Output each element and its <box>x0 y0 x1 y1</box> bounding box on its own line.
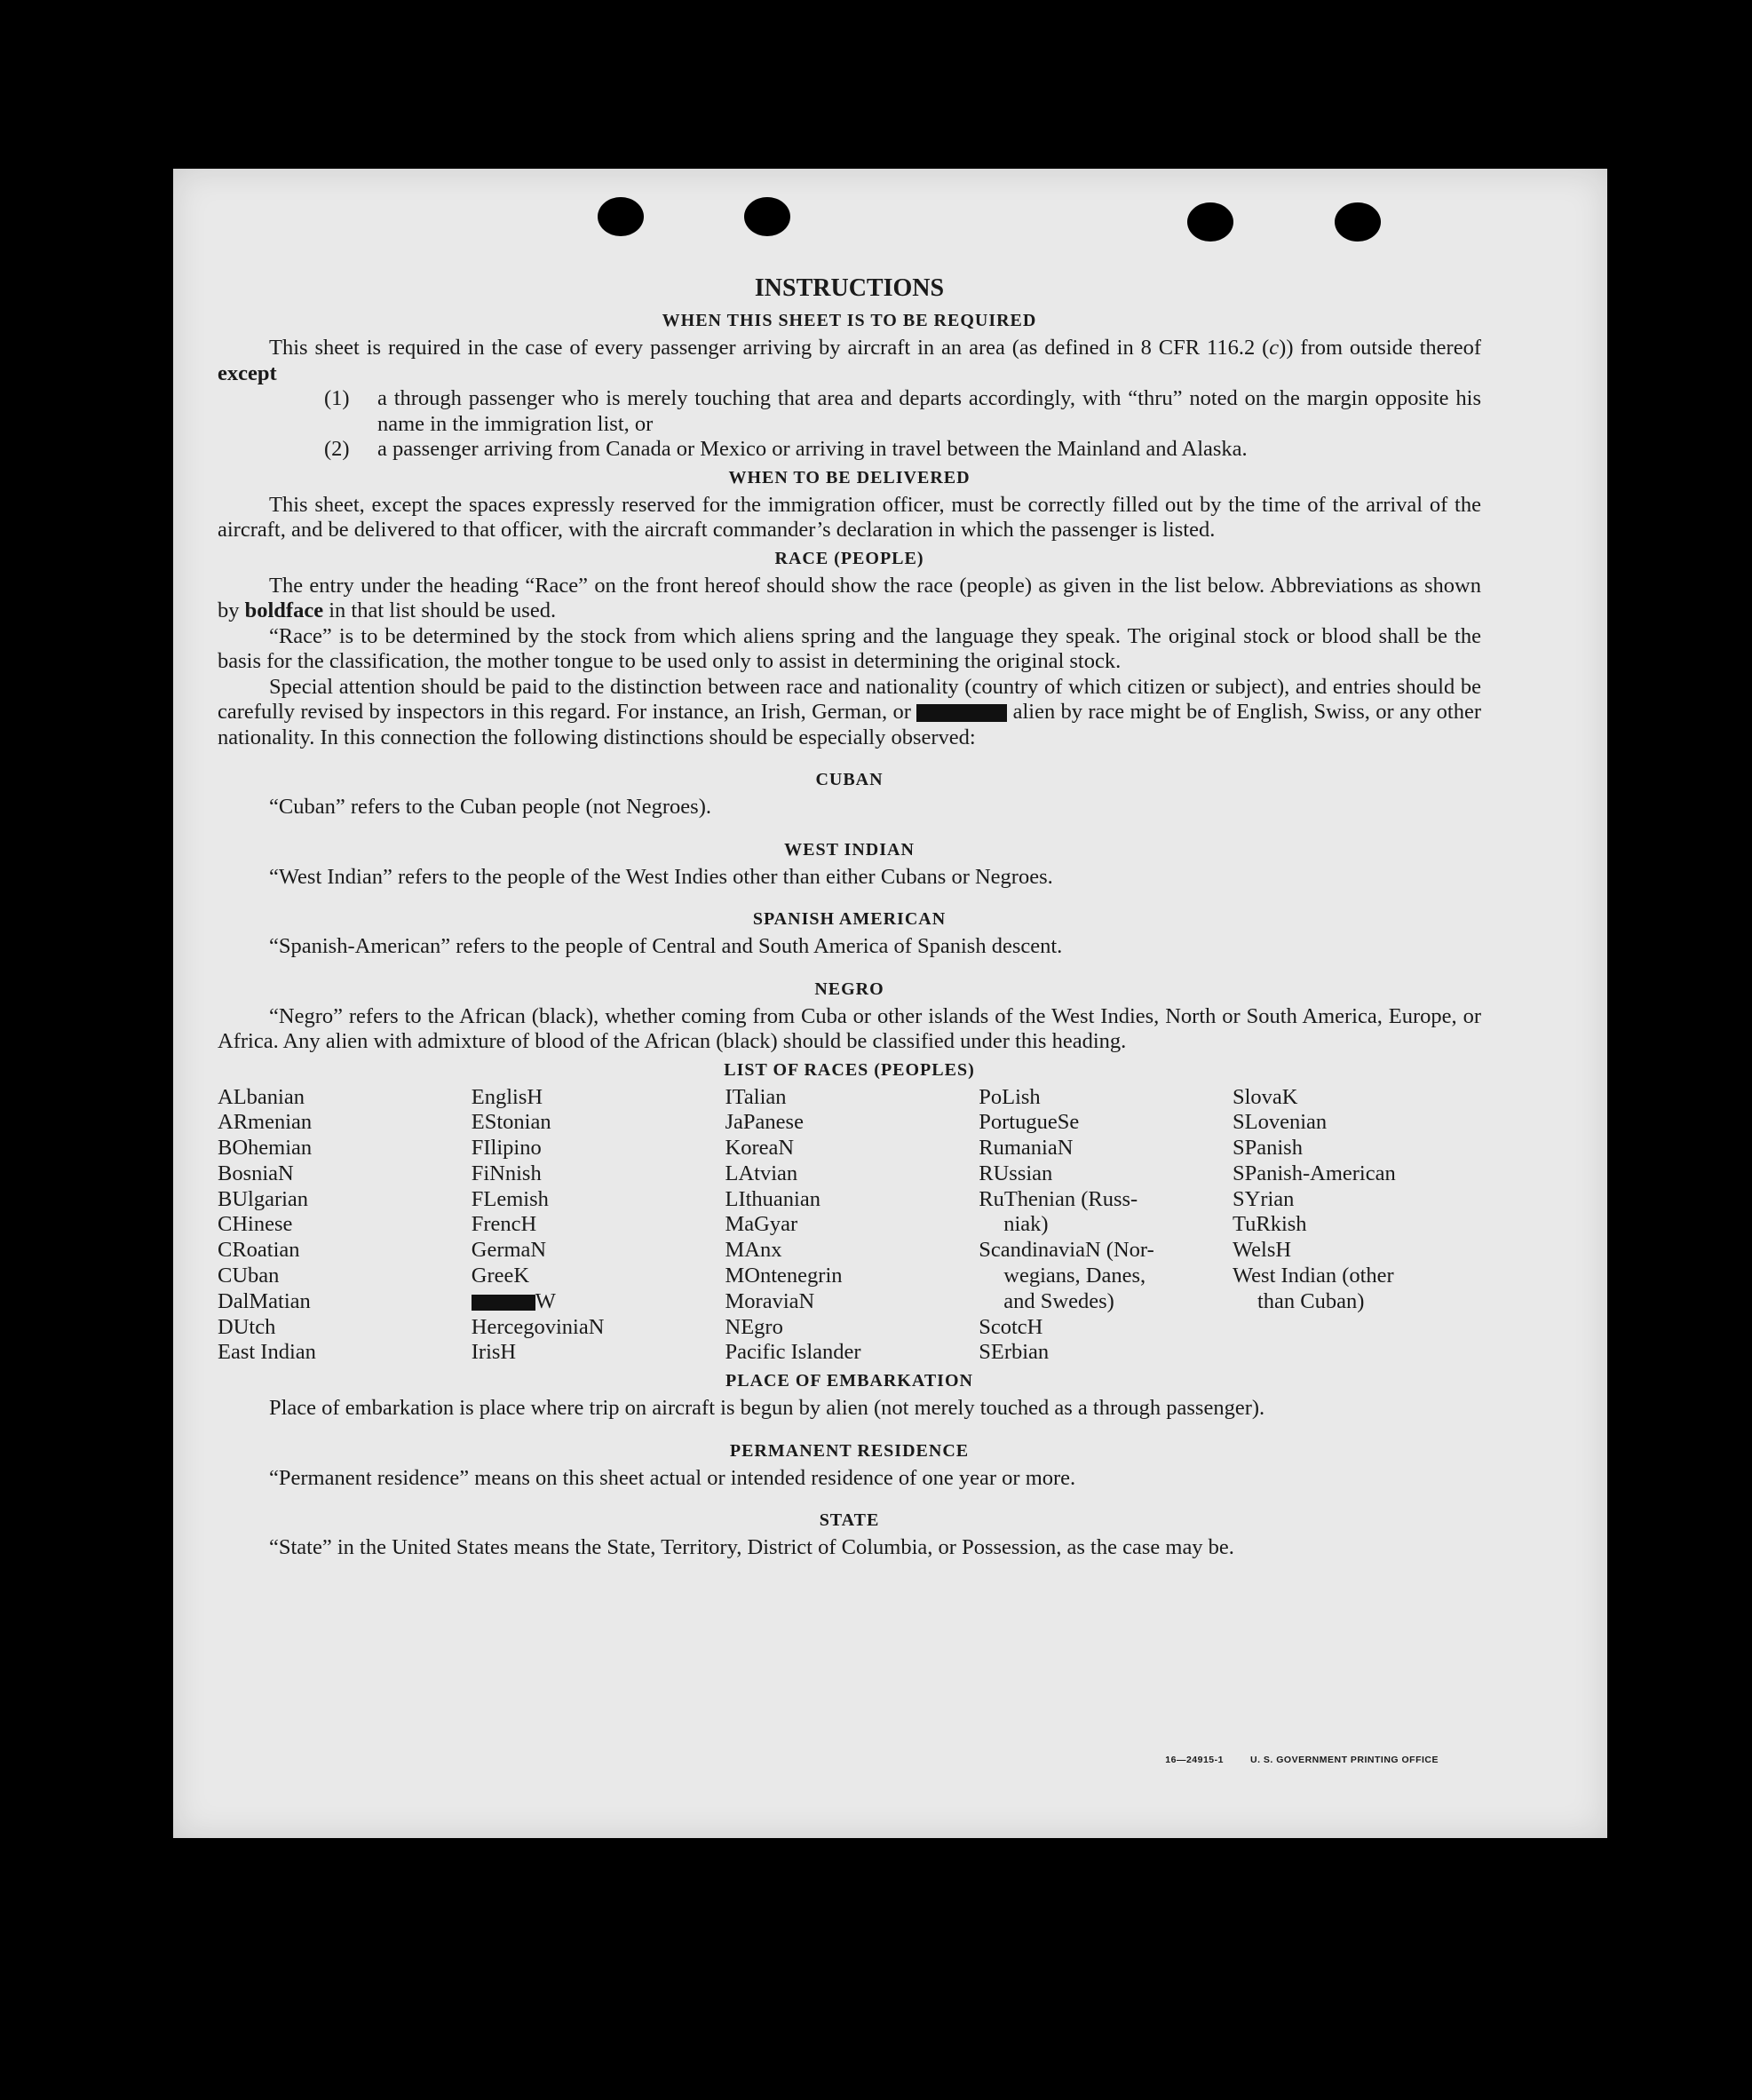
race-item: KoreaN <box>725 1136 795 1161</box>
race-item: RUssian <box>979 1161 1053 1185</box>
race-item: ScotcH <box>979 1314 1043 1339</box>
exception-item-1: (1) a through passenger who is merely touching that area and departs accordingly, with “thru” noted on the margin opposite his name in the immigration list, or <box>324 386 1481 436</box>
state-paragraph: “State” in the United States means the State, Territory, District of Columbia, or Possession, as the case may be. <box>269 1535 1234 1560</box>
race-item: CHinese <box>218 1212 293 1237</box>
form-footer <box>1138 1755 1439 1765</box>
race-item: MaGyar <box>725 1212 798 1237</box>
race-item: RuThenian (Russ- <box>979 1186 1138 1211</box>
race-item: DalMatian <box>218 1288 311 1313</box>
redaction-mark <box>916 704 1007 722</box>
heading-west-indian: WEST INDIAN <box>784 839 915 860</box>
punch-hole <box>744 197 790 236</box>
redaction-mark <box>472 1295 535 1311</box>
west-indian-paragraph: “West Indian” refers to the people of the West Indies other than either Cubans or Negroes. <box>269 864 1053 889</box>
race-item: TuRkish <box>1233 1212 1307 1237</box>
heading-negro: NEGRO <box>814 979 884 999</box>
race-item: ALbanian <box>218 1084 305 1109</box>
heading-permanent-residence: PERMANENT RESIDENCE <box>729 1440 970 1461</box>
race-item: West Indian (other <box>1233 1264 1394 1288</box>
races-column-1 <box>218 1085 466 1367</box>
races-column-4 <box>979 1085 1227 1367</box>
race-paragraph-1: The entry under the heading “Race” on the front hereof should show the race (people) as given in the list below. Abbreviations as shown by boldface in that list should be used. <box>218 573 1481 622</box>
race-item: BUlgarian <box>218 1186 309 1211</box>
document-page <box>173 169 1607 1838</box>
race-item: BOhemian <box>218 1136 313 1161</box>
race-item: FrencH <box>471 1212 537 1237</box>
race-item: NEgro <box>725 1314 783 1339</box>
punch-hole <box>1187 202 1233 242</box>
race-item: LIthuanian <box>725 1186 821 1211</box>
race-item: BosniaN <box>218 1161 294 1185</box>
cuban-paragraph: “Cuban” refers to the Cuban people (not Negroes). <box>269 795 711 819</box>
races-list <box>218 1085 1481 1367</box>
race-item: MOntenegrin <box>725 1264 843 1288</box>
race-item: HercegoviniaN <box>471 1314 605 1339</box>
race-item: PortugueSe <box>979 1110 1080 1135</box>
race-item: SPanish-American <box>1233 1161 1396 1185</box>
race-item: ARmenian <box>218 1110 313 1135</box>
race-item: DUtch <box>218 1314 276 1339</box>
race-item: FiNnish <box>471 1161 542 1185</box>
heading-cuban: CUBAN <box>815 770 884 789</box>
heading-race: RACE (PEOPLE) <box>774 548 924 568</box>
race-item: SPanish <box>1233 1136 1303 1161</box>
race-item: WelsH <box>1233 1238 1292 1263</box>
heading-spanish-american: SPANISH AMERICAN <box>752 909 947 929</box>
race-item: RumaniaN <box>979 1136 1074 1161</box>
heading-when-required: WHEN THIS SHEET IS TO BE REQUIRED <box>662 311 1037 330</box>
races-column-3 <box>725 1085 974 1367</box>
printer-imprint: U. S. GOVERNMENT PRINTING OFFICE <box>1249 1755 1439 1765</box>
race-item: LAtvian <box>725 1161 798 1185</box>
heading-place-of-embarkation: PLACE OF EMBARKATION <box>725 1371 973 1391</box>
race-item: IrisH <box>471 1340 517 1365</box>
race-item: GermaN <box>471 1238 547 1263</box>
instructions-body <box>218 273 1481 1561</box>
race-item: ScandinaviaN (Nor- <box>979 1238 1154 1263</box>
race-item: MAnx <box>725 1238 782 1263</box>
delivered-paragraph: This sheet, except the spaces expressly reserved for the immigration officer, must be correctly filled out by the time of the arrival of the aircraft, and be delivered to that officer, with the aircraft commander’s declaration in which the passenger is listed. <box>218 492 1481 542</box>
race-item-redacted: W <box>472 1289 720 1315</box>
punch-hole <box>598 197 644 236</box>
race-item: East Indian <box>218 1340 316 1365</box>
race-item: CRoatian <box>218 1238 300 1263</box>
heading-when-delivered: WHEN TO BE DELIVERED <box>728 467 971 487</box>
race-paragraph-2: “Race” is to be determined by the stock from which aliens spring and the language they speak. The original stock or blood shall be the basis for the classification, the mother tongue to be used only to assist in determining the original stock. <box>218 623 1481 673</box>
race-item-continued: niak) <box>1003 1212 1049 1237</box>
race-item-continued: and Swedes) <box>1003 1288 1114 1313</box>
race-item: SLovenian <box>1233 1110 1328 1135</box>
exception-item-2: (2) a passenger arriving from Canada or Mexico or arriving in travel between the Mainland and Alaska. <box>324 437 1248 461</box>
races-column-5 <box>1233 1085 1481 1367</box>
race-item: CUban <box>218 1264 280 1288</box>
race-item: SErbian <box>979 1340 1050 1365</box>
residence-paragraph: “Permanent residence” means on this sheet actual or intended residence of one year or more. <box>269 1465 1076 1490</box>
race-paragraph-3: Special attention should be paid to the distinction between race and nationality (country of which citizen or subject), and entries should be carefully revised by inspectors in this regard. For instance, an Irish, German, or alien by race might be of English, Swiss, or any other nationality. In this connection the following distinctions should be especially observed: <box>218 674 1481 749</box>
race-item: PoLish <box>979 1084 1041 1109</box>
spanish-american-paragraph: “Spanish-American” refers to the people of Central and South America of Spanish descent. <box>269 934 1063 958</box>
form-number: 16—24915-1 <box>1165 1755 1224 1765</box>
page-title: INSTRUCTIONS <box>754 274 945 302</box>
required-paragraph: This sheet is required in the case of every passenger arriving by aircraft in an area (as defined in 8 CFR 116.2 (c)) from outside thereof except <box>218 336 1481 385</box>
heading-list-of-races: LIST OF RACES (PEOPLES) <box>724 1059 975 1080</box>
race-item: MoraviaN <box>725 1288 815 1313</box>
race-item: JaPanese <box>725 1110 804 1135</box>
embarkation-paragraph: Place of embarkation is place where trip on aircraft is begun by alien (not merely touched as a through passenger). <box>269 1396 1265 1421</box>
heading-state: STATE <box>819 1510 880 1531</box>
race-item-continued: wegians, Danes, <box>1003 1264 1146 1288</box>
race-item: SYrian <box>1233 1186 1295 1211</box>
race-item: ITalian <box>725 1084 787 1109</box>
race-item: GreeK <box>471 1264 530 1288</box>
punch-hole <box>1335 202 1381 242</box>
race-item: EnglisH <box>471 1084 543 1109</box>
race-item-continued: than Cuban) <box>1257 1288 1365 1313</box>
race-item: Pacific Islander <box>725 1340 861 1365</box>
race-item: FLemish <box>471 1186 549 1211</box>
race-item: FIlipino <box>471 1136 542 1161</box>
race-item: EStonian <box>471 1110 551 1135</box>
negro-paragraph: “Negro” refers to the African (black), whether coming from Cuba or other islands of the West Indies, North or South America, Europe, or Africa. Any alien with admixture of blood of the African (black) should be classified under this heading. <box>218 1003 1481 1053</box>
race-item: SlovaK <box>1233 1084 1298 1109</box>
races-column-2 <box>472 1085 720 1367</box>
